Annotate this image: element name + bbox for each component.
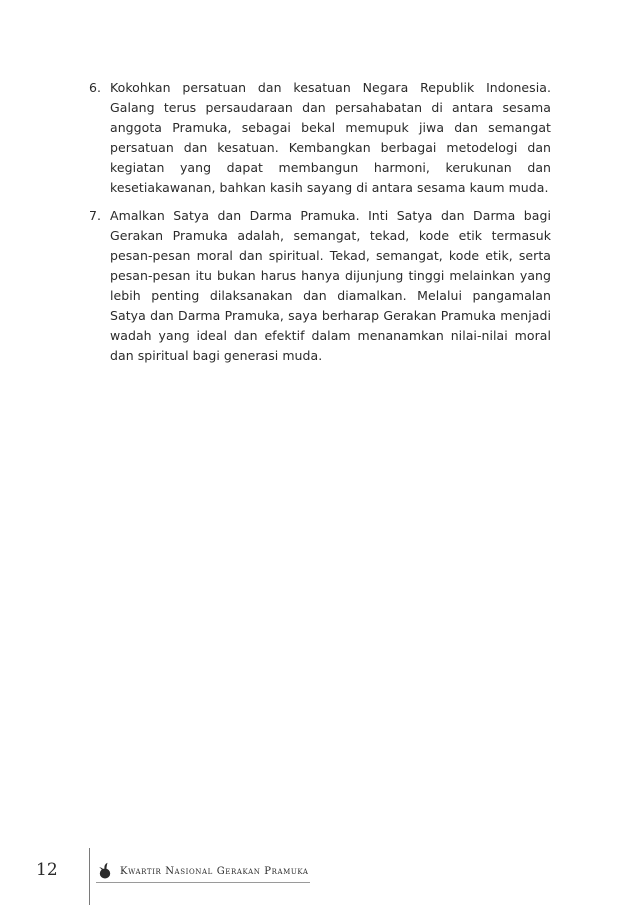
footer-title: Kwartir Nasional Gerakan Pramuka — [120, 866, 309, 877]
list-item-text: Amalkan Satya dan Darma Pramuka. Inti Satya dan Darma bagi Gerakan Pramuka adalah, semangat, tekad, kode etik termasuk pesan-pesan moral dan spiritual. Tekad, semangat, kode etik, serta pesan-pesan itu bukan harus hanya dijunjung tinggi melainkan yang lebih penting dilaksanakan dan diamalkan. Melalui pangamalan Satya dan Darma Pramuka, saya berharap Gerakan Pramuka menjadi wadah yang ideal dan efektif dalam menanamkan nilai-nilai moral dan spiritual bagi generasi muda. — [110, 208, 551, 363]
list-item — [0, 78, 638, 198]
page-number: 12 — [36, 860, 58, 880]
list-item-number: 6. — [89, 80, 102, 95]
document-body — [0, 78, 638, 374]
list-item-text: Kokohkan persatuan dan kesatuan Negara Republik Indonesia. Galang terus persaudaraan dan persahabatan di antara sesama anggota Pramuka, sebagai bekal memupuk jiwa dan semangat persatuan dan kesatuan. Kembangkan berbagai metodelogi dan kegiatan yang dapat membangun harmoni, kerukunan dan kesetiakawanan, bahkan kasih sayang di antara sesama kaum muda. — [110, 80, 551, 195]
footer-rule — [96, 882, 310, 883]
page-footer — [0, 848, 638, 905]
tunas-kelapa-icon — [96, 862, 112, 880]
footer-divider — [89, 848, 90, 905]
list-item-number: 7. — [89, 208, 102, 223]
list-item — [0, 206, 638, 366]
